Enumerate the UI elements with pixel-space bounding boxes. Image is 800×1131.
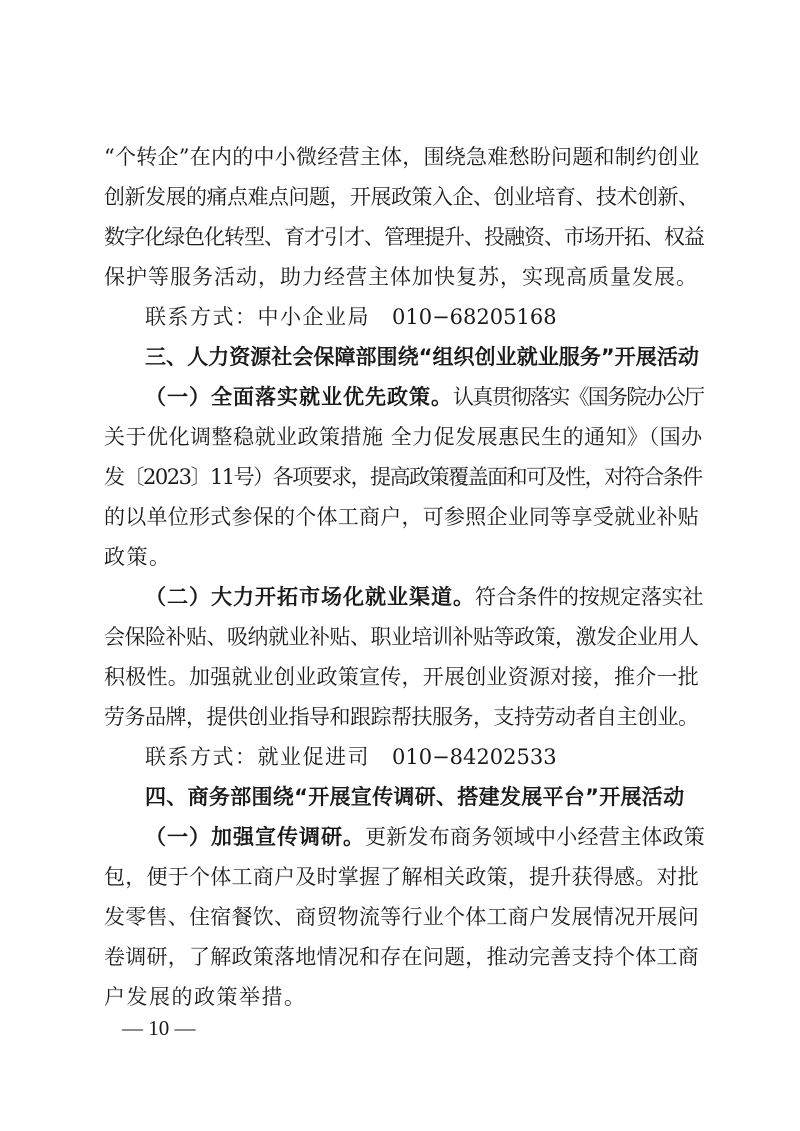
paragraph-text: 符合条件的按规定落实社 bbox=[475, 585, 704, 609]
body-line: 政策。 bbox=[104, 545, 172, 569]
contact-label: 联系方式：就业促进司 bbox=[145, 745, 370, 769]
body-line: 会保险补贴、吸纳就业补贴、职业培训补贴等政策，激发企业用人 bbox=[104, 625, 699, 649]
body-line: 的以单位形式参保的个体工商户，可参照企业同等享受就业补贴 bbox=[104, 505, 699, 529]
body-line: 数字化绿色化转型、育才引才、管理提升、投融资、市场开拓、权益 bbox=[104, 225, 704, 249]
body-line: 劳务品牌，提供创业指导和跟踪帮扶服务，支持劳动者自主创业。 bbox=[104, 705, 699, 729]
body-line: 关于优化调整稳就业政策措施 全力促发展惠民生的通知》（国办 bbox=[104, 425, 703, 449]
paragraph-first-line bbox=[145, 583, 705, 611]
section-heading: 三、人力资源社会保障部围绕“组织创业就业服务”开展活动 bbox=[145, 345, 699, 369]
section-heading: 四、商务部围绕“开展宣传调研、搭建发展平台”开展活动 bbox=[145, 785, 685, 809]
paragraph-title: （一）全面落实就业优先政策。 bbox=[145, 385, 453, 409]
contact-number: 010−84202533 bbox=[392, 745, 557, 769]
paragraph-first-line bbox=[145, 383, 705, 411]
body-line: “个转企”在内的中小微经营主体，围绕急难愁盼问题和制约创业 bbox=[104, 145, 700, 169]
contact-label: 联系方式：中小企业局 bbox=[145, 305, 370, 329]
body-line: 发〔2023〕11号）各项要求，提高政策覆盖面和可及性，对符合条件 bbox=[104, 465, 702, 489]
contact-line bbox=[145, 743, 705, 771]
body-line: 包，便于个体工商户及时掌握了解相关政策，提升获得感。对批 bbox=[104, 865, 699, 889]
contact-line bbox=[145, 303, 705, 331]
paragraph-text: 更新发布商务领域中小经营主体政策 bbox=[365, 825, 705, 849]
body-line: 卷调研，了解政策落地情况和存在问题，推动完善支持个体工商 bbox=[104, 945, 699, 969]
paragraph-text: 认真贯彻落实《国务院办公厅 bbox=[453, 385, 704, 409]
paragraph-first-line bbox=[145, 823, 705, 851]
body-line: 保护等服务活动，助力经营主体加快复苏，实现高质量发展。 bbox=[104, 265, 698, 289]
body-line: 户发展的政策举措。 bbox=[104, 985, 307, 1009]
page-number: — 10 — bbox=[122, 1016, 196, 1040]
body-line: 发零售、住宿餐饮、商贸物流等行业个体工商户发展情况开展问 bbox=[104, 905, 699, 929]
contact-number: 010−68205168 bbox=[392, 305, 557, 329]
paragraph-title: （一）加强宣传调研。 bbox=[145, 825, 365, 849]
body-line: 创新发展的痛点难点问题，开展政策入企、创业培育、技术创新、 bbox=[104, 185, 699, 209]
body-line: 积极性。加强就业创业政策宣传，开展创业资源对接，推介一批 bbox=[104, 665, 699, 689]
paragraph-title: （二）大力开拓市场化就业渠道。 bbox=[145, 585, 475, 609]
